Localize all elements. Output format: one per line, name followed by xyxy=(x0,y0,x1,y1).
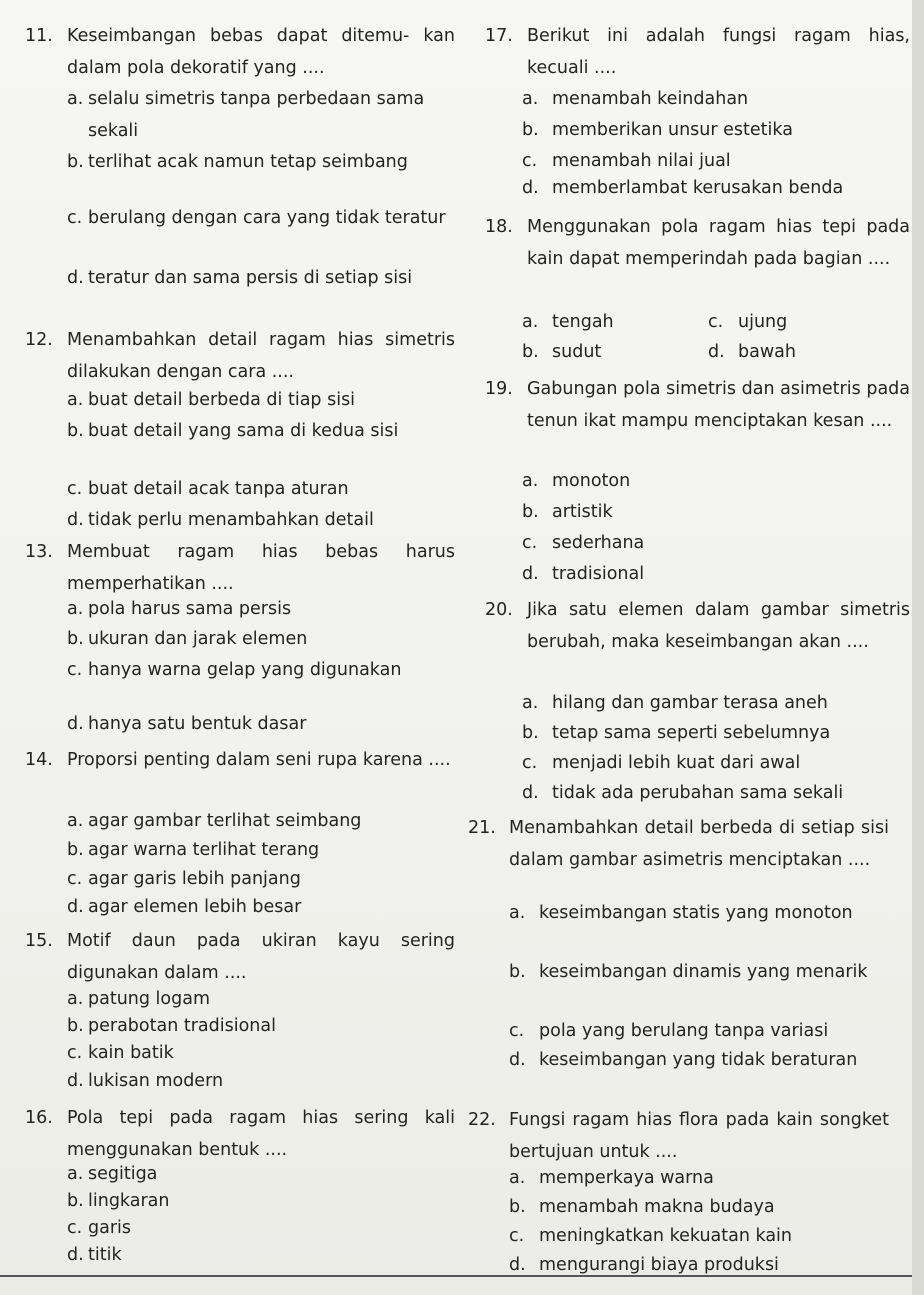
page-edge-shadow xyxy=(912,0,924,1295)
option-letter: d. xyxy=(67,510,84,530)
option-letter: b. xyxy=(522,723,539,743)
option-letter: c. xyxy=(522,151,538,171)
option-letter: a. xyxy=(522,89,539,109)
option-letter: d. xyxy=(708,342,725,362)
option-letter: a. xyxy=(67,811,84,831)
question-number: 17. xyxy=(485,26,513,46)
option-letter: b. xyxy=(509,962,526,982)
option-letter: c. xyxy=(522,753,538,773)
option-text: kain batik xyxy=(88,1043,174,1063)
option-text: keseimbangan statis yang monoton xyxy=(539,903,853,923)
option-text: agar garis lebih panjang xyxy=(88,869,301,889)
option-text: patung logam xyxy=(88,989,210,1009)
option-letter: a. xyxy=(67,390,84,410)
question-stem: Gabungan pola simetris dan asimetris pada tenun ikat mampu menciptakan kesan .... xyxy=(527,379,910,431)
option-text: garis xyxy=(88,1218,132,1238)
option-letter: b. xyxy=(67,840,84,860)
option-text: monoton xyxy=(552,471,631,491)
option-text: lukisan modern xyxy=(88,1071,224,1091)
option-text: tidak perlu menambahkan detail xyxy=(88,510,374,530)
option-letter: b. xyxy=(67,421,84,441)
option-letter: b. xyxy=(522,120,539,140)
option-text: selalu simetris tanpa perbedaan sama sekali xyxy=(88,89,425,141)
option-letter: d. xyxy=(67,268,84,288)
option-letter: d. xyxy=(509,1050,526,1070)
option-letter: a. xyxy=(67,1164,84,1184)
option-text: perabotan tradisional xyxy=(88,1016,276,1036)
option-letter: c. xyxy=(522,533,538,553)
option-letter: a. xyxy=(67,989,84,1009)
option-letter: d. xyxy=(67,1245,84,1265)
option-text: memberlambat kerusakan benda xyxy=(552,178,844,198)
option-letter: d. xyxy=(67,1071,84,1091)
option-letter: b. xyxy=(67,1191,84,1211)
option-letter: a. xyxy=(509,1168,526,1188)
option-text: menambah makna budaya xyxy=(539,1197,775,1217)
question-number: 20. xyxy=(485,600,513,620)
question-number: 19. xyxy=(485,379,513,399)
option-text: sudut xyxy=(552,342,602,362)
option-text: sederhana xyxy=(552,533,645,553)
question-number: 16. xyxy=(25,1108,53,1128)
option-letter: b. xyxy=(522,342,539,362)
option-text: memperkaya warna xyxy=(539,1168,714,1188)
option-letter: a. xyxy=(67,89,84,109)
option-text: artistik xyxy=(552,502,613,522)
option-letter: c. xyxy=(509,1226,525,1246)
question-number: 13. xyxy=(25,542,53,562)
question-stem: Jika satu elemen dalam gambar simetris berubah, maka keseimbangan akan .... xyxy=(527,600,910,652)
question-stem: Fungsi ragam hias flora pada kain songket bertujuan untuk .... xyxy=(509,1110,889,1162)
option-text: teratur dan sama persis di setiap sisi xyxy=(88,268,413,288)
option-text: tidak ada perubahan sama sekali xyxy=(552,783,844,803)
question-stem: Keseimbangan bebas dapat ditemu- kan dalam pola dekoratif yang .... xyxy=(67,26,455,78)
option-text: buat detail berbeda di tiap sisi xyxy=(88,390,356,410)
option-letter: a. xyxy=(67,599,84,619)
question-number: 14. xyxy=(25,750,53,770)
question-number: 21. xyxy=(468,818,496,838)
option-text: lingkaran xyxy=(88,1191,170,1211)
option-text: menambah keindahan xyxy=(552,89,749,109)
option-text: segitiga xyxy=(88,1164,158,1184)
question-stem: Proporsi penting dalam seni rupa karena .... xyxy=(67,750,451,770)
option-text: hanya warna gelap yang digunakan xyxy=(88,660,402,680)
option-letter: c. xyxy=(67,479,83,499)
option-letter: d. xyxy=(522,783,539,803)
option-text: bawah xyxy=(738,342,796,362)
option-letter: d. xyxy=(509,1255,526,1275)
option-letter: b. xyxy=(67,1016,84,1036)
option-text: agar gambar terlihat seimbang xyxy=(88,811,362,831)
question-stem: Membuat ragam hias bebas harus memperhatikan .... xyxy=(67,542,455,594)
option-text: keseimbangan yang tidak beraturan xyxy=(539,1050,858,1070)
option-letter: c. xyxy=(67,869,83,889)
option-letter: d. xyxy=(522,564,539,584)
bottom-divider xyxy=(0,1275,924,1277)
option-letter: c. xyxy=(67,1043,83,1063)
option-text: mengurangi biaya produksi xyxy=(539,1255,779,1275)
option-letter: b. xyxy=(67,629,84,649)
option-letter: a. xyxy=(522,471,539,491)
option-letter: a. xyxy=(509,903,526,923)
option-text: memberikan unsur estetika xyxy=(552,120,793,140)
option-letter: c. xyxy=(708,312,724,332)
question-number: 15. xyxy=(25,931,53,951)
question-stem: Pola tepi pada ragam hias sering kali menggunakan bentuk .... xyxy=(67,1108,455,1160)
option-letter: a. xyxy=(522,693,539,713)
option-text: menambah nilai jual xyxy=(552,151,731,171)
option-letter: c. xyxy=(67,660,83,680)
option-text: berulang dengan cara yang tidak teratur xyxy=(88,208,446,228)
question-number: 12. xyxy=(25,330,53,350)
option-text: tradisional xyxy=(552,564,645,584)
option-text: buat detail acak tanpa aturan xyxy=(88,479,349,499)
option-letter: b. xyxy=(509,1197,526,1217)
question-stem: Motif daun pada ukiran kayu sering digunakan dalam .... xyxy=(67,931,455,983)
option-text: buat detail yang sama di kedua sisi xyxy=(88,421,399,441)
option-letter: c. xyxy=(67,208,83,228)
question-stem: Berikut ini adalah fungsi ragam hias, kecuali .... xyxy=(527,26,910,78)
option-text: ukuran dan jarak elemen xyxy=(88,629,308,649)
option-text: terlihat acak namun tetap seimbang xyxy=(88,152,408,172)
option-letter: d. xyxy=(522,178,539,198)
question-stem: Menambahkan detail berbeda di setiap sisi dalam gambar asimetris menciptakan .... xyxy=(509,818,889,870)
option-letter: c. xyxy=(67,1218,83,1238)
option-letter: d. xyxy=(67,897,84,917)
question-number: 11. xyxy=(25,26,53,46)
question-number: 18. xyxy=(485,217,513,237)
option-text: agar elemen lebih besar xyxy=(88,897,302,917)
option-text: agar warna terlihat terang xyxy=(88,840,320,860)
question-stem: Menggunakan pola ragam hias tepi pada kain dapat memperindah pada bagian .... xyxy=(527,217,910,269)
option-text: tetap sama seperti sebelumnya xyxy=(552,723,831,743)
option-letter: d. xyxy=(67,714,84,734)
option-letter: b. xyxy=(522,502,539,522)
option-text: pola harus sama persis xyxy=(88,599,292,619)
option-text: hilang dan gambar terasa aneh xyxy=(552,693,828,713)
option-text: titik xyxy=(88,1245,122,1265)
option-letter: c. xyxy=(509,1021,525,1041)
option-text: tengah xyxy=(552,312,614,332)
option-text: pola yang berulang tanpa variasi xyxy=(539,1021,829,1041)
option-text: ujung xyxy=(738,312,788,332)
option-letter: a. xyxy=(522,312,539,332)
option-text: hanya satu bentuk dasar xyxy=(88,714,307,734)
option-text: menjadi lebih kuat dari awal xyxy=(552,753,801,773)
question-number: 22. xyxy=(468,1110,496,1130)
option-text: meningkatkan kekuatan kain xyxy=(539,1226,793,1246)
option-text: keseimbangan dinamis yang menarik xyxy=(539,962,868,982)
question-stem: Menambahkan detail ragam hias simetris dilakukan dengan cara .... xyxy=(67,330,455,382)
option-letter: b. xyxy=(67,152,84,172)
